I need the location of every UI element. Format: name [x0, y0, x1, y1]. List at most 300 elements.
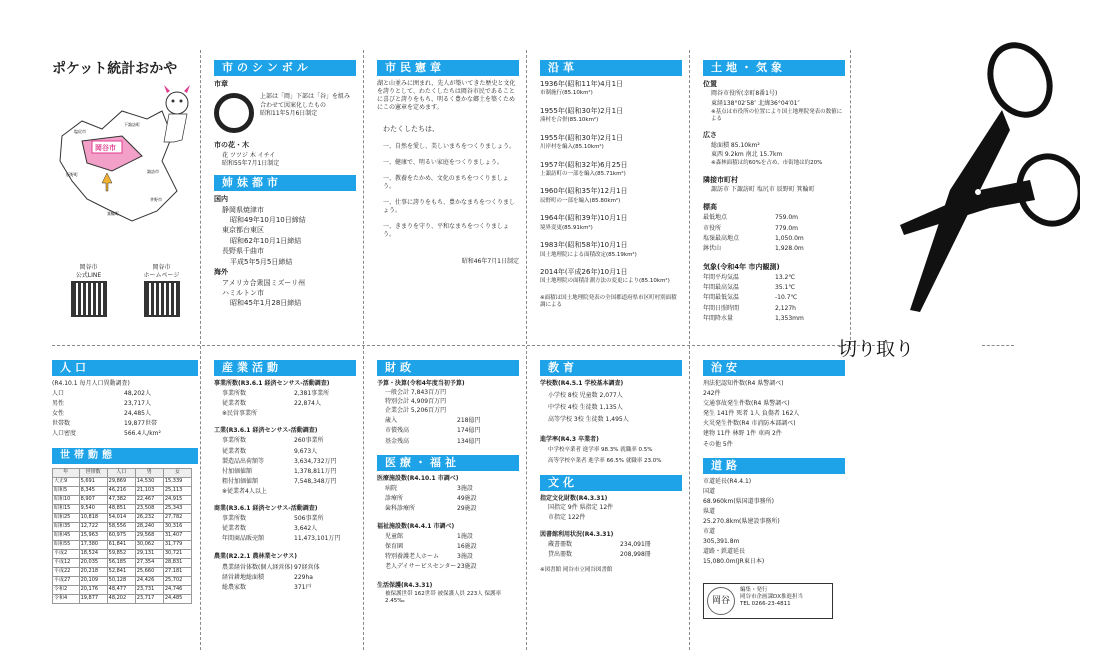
medical-row: [385, 543, 519, 551]
altitude-row-key: 塩嶺最高地点: [703, 234, 740, 242]
table-row: [53, 522, 192, 531]
history-text: 湊村を合併(85.10km²): [540, 117, 599, 124]
publisher-box: [703, 583, 833, 619]
finance-row-value: 218億円: [457, 417, 481, 425]
table-cell: 29,131: [135, 549, 163, 558]
industry-row-value: 3,642人: [294, 525, 318, 533]
table-cell: 30,316: [163, 522, 191, 531]
table-cell: 23,731: [135, 585, 163, 594]
table-cell: 平成2: [53, 549, 80, 558]
culture-line: 国指定 9件 県指定 12件: [548, 504, 614, 512]
scissors-icon: [890, 40, 1080, 330]
weather-row: [703, 284, 845, 292]
traffic-line: 25.270.8km(県建設事務所): [703, 518, 780, 526]
table-cell: 26,232: [135, 513, 163, 522]
table-cell: 17,380: [79, 540, 107, 549]
weather-row: [703, 294, 845, 302]
table-cell: 昭和25: [53, 513, 80, 522]
location-label: 位置: [703, 80, 717, 88]
history-date: 1955年(昭和30年)2月1日: [540, 133, 624, 142]
industry-section-title: 事業所数(R3.6.1 経済センサス-活動調査): [214, 380, 330, 387]
table-row: [53, 504, 192, 513]
area-line: 東西 9.2km 南北 15.7km: [711, 151, 783, 158]
history-item: [540, 241, 682, 259]
cut-line-end: [982, 345, 1014, 346]
industry-row-key: 従業者数: [222, 400, 247, 408]
table-cell: 31,779: [163, 540, 191, 549]
table-cell: 58,556: [107, 522, 135, 531]
industry-row-value: 371戸: [294, 583, 312, 591]
medical-row: [385, 485, 519, 493]
altitude-row-value: 1,050.0m: [775, 234, 804, 242]
table-cell: 9,540: [79, 504, 107, 513]
table-cell: 昭和35: [53, 522, 80, 531]
history-item: [540, 214, 682, 232]
industry-section-title: 農業(R2.2.1 農林業センサス): [214, 553, 298, 561]
finance-row: [385, 417, 519, 425]
altitude-row: [703, 214, 845, 222]
fold-line-3: [526, 50, 527, 650]
altitude-row-key: 鉢伏山: [703, 244, 722, 252]
table-cell: 23,508: [135, 504, 163, 513]
sister-line: 長野県千曲市: [222, 247, 264, 256]
medical-row: [385, 563, 519, 571]
history-text: 川岸村を編入(85.10km²): [540, 144, 604, 151]
finance-line: 特別会計 4,909百万円: [385, 398, 447, 406]
industry-row-value: 229ha: [294, 573, 313, 581]
table-header: 男: [135, 468, 163, 477]
symbol-heading: 市のシンボル: [214, 60, 356, 76]
population-row-value: 19,877世帯: [124, 420, 157, 428]
history-text: 国土地理院による面積改定(85.19km²): [540, 251, 637, 258]
table-header: 女: [163, 468, 191, 477]
medical-row-value: 23施設: [457, 563, 477, 571]
population-heading: 人口: [52, 360, 198, 376]
medical-row-value: 29施設: [457, 504, 477, 512]
table-cell: 30,062: [135, 540, 163, 549]
charter-date: 昭和46年7月1日制定: [461, 257, 519, 265]
medical-row: [385, 505, 519, 513]
map-place: 箕輪町: [107, 210, 119, 216]
population-row-value: 24,485人: [124, 410, 151, 418]
traffic-line: 道路・鉄道延長: [703, 548, 746, 556]
history-item: [540, 268, 682, 286]
location-line: ※基点は市役所の位置により国土地理院発表の数値による: [711, 108, 843, 123]
education-line: 高等学校 3校 生徒数 1,495人: [548, 416, 629, 424]
area-label: 広さ: [703, 131, 717, 140]
traffic-heading: 道路: [703, 458, 845, 474]
finance-line: 予算・決算(令和4年度当初予算): [377, 380, 465, 387]
sister-line: 静岡県焼津市: [222, 205, 264, 214]
table-cell: 52,841: [107, 567, 135, 576]
education-line: 小学校 8校 児童数 2,077人: [548, 392, 623, 400]
history-date: 1955年(昭和30年)2月1日: [540, 106, 624, 115]
population-table: [52, 468, 192, 604]
table-cell: 14,530: [135, 477, 163, 486]
cut-label: 切り取り: [838, 338, 915, 360]
table-cell: 20,109: [79, 576, 107, 585]
table-cell: 24,426: [135, 576, 163, 585]
table-row: [53, 513, 192, 522]
table-cell: 28,831: [163, 558, 191, 567]
culture-row-key: 蔵書冊数: [548, 540, 573, 548]
medical-row-value: 1施設: [457, 533, 473, 541]
charter-item: 一、自然を愛し、美しいまちをつくりましょう。: [383, 142, 516, 150]
safety-panel: [703, 360, 845, 660]
history-item: [540, 187, 682, 205]
history-list: [540, 80, 682, 286]
industry-row-key: 事業所数: [222, 390, 247, 398]
table-cell: 10,818: [79, 513, 107, 522]
finance-line: 一般会計 7,843百万円: [385, 389, 447, 397]
table-cell: 平成22: [53, 567, 80, 576]
weather-row-value: 2,127h: [775, 304, 796, 312]
medical-row-key: 歯科診療所: [385, 504, 416, 512]
table-header: 世帯数: [79, 468, 107, 477]
map-place: 下諏訪町: [124, 121, 140, 127]
industry-row-key: 農業経営体数(個人経営体): [222, 563, 293, 571]
city-emblem-icon: [214, 93, 254, 133]
table-row: [53, 558, 192, 567]
sister-line: 昭和49年10月10日締結: [230, 215, 306, 224]
medical-row-value: 3施設: [457, 484, 473, 492]
culture-row-key: 貸出冊数: [548, 550, 573, 558]
table-cell: 56,185: [107, 558, 135, 567]
finance-row-value: 134億円: [457, 437, 481, 445]
table-cell: 29,568: [135, 531, 163, 540]
table-row: [53, 486, 192, 495]
fold-line-horizontal: [52, 345, 850, 346]
medical-row-key: 老人デイサービスセンター: [385, 563, 457, 571]
industry-row: [222, 400, 356, 408]
history-text: 辰野町の一部を編入(85.80km²): [540, 197, 621, 204]
table-cell: 令和4: [53, 594, 80, 603]
altitude-row: [703, 225, 845, 233]
industry-row-key: 従業者数: [222, 525, 247, 533]
qr-homepage[interactable]: [144, 264, 180, 316]
charter-intro: 湖と山並みに囲まれ、先人が築いてきた歴史と文化を誇りとして、わたくしたちは岡谷市民であることに喜びと誇りをもち、明るく豊かな郷土を築くためにこの憲章を定めます。: [377, 80, 516, 112]
table-cell: 29,869: [107, 477, 135, 486]
table-cell: 15,339: [163, 477, 191, 486]
population-date: (R4.10.1 毎月人口異動調査): [52, 380, 130, 387]
table-row: [53, 576, 192, 585]
weather-row-key: 年間最低気温: [703, 294, 740, 302]
weather-row-key: 年間降水量: [703, 314, 734, 322]
culture-note: ※図書館 岡谷市立岡谷図書館: [540, 566, 613, 573]
weather-row: [703, 305, 845, 313]
table-cell: 24,746: [163, 585, 191, 594]
culture-row-value: 208,998冊: [620, 550, 651, 558]
symbol-panel: [214, 60, 356, 340]
flower-text: 花 ツツジ 木 イチイ 昭和55年7月1日制定: [222, 151, 280, 167]
cover-panel: [52, 60, 198, 340]
industry-row: [222, 448, 356, 456]
industry-row-value: 97経営体: [294, 563, 320, 571]
population-row-value: 48,202人: [124, 390, 151, 398]
charter-item: わたくしたちは、: [383, 125, 439, 134]
charter-item: 一、教養をたかめ、文化のまちをつくりましょう。: [383, 175, 509, 191]
land-heading: 土地・気象: [703, 60, 845, 76]
education-line: 中学校卒業者 進学率 98.3% 就職率 0.5%: [548, 447, 653, 454]
table-cell: 令和2: [53, 585, 80, 594]
industry-note: ※従業者4人以上: [222, 487, 267, 495]
medical-row: [385, 533, 519, 541]
table-cell: 20,035: [79, 558, 107, 567]
population-row: [52, 390, 198, 398]
table-cell: 31,407: [163, 531, 191, 540]
table-cell: 25,343: [163, 504, 191, 513]
population-row-value: 23,717人: [124, 400, 151, 408]
population-row: [52, 400, 198, 408]
sister-line: 昭和62年10月1日締結: [230, 236, 302, 245]
population-row: [52, 430, 198, 438]
history-text: 境界変更(85.91km²): [540, 224, 593, 231]
altitude-row-value: 779.0m: [775, 224, 799, 232]
industry-row-value: 3,634,732万円: [294, 457, 337, 465]
table-cell: 25,113: [163, 486, 191, 495]
altitude-row-key: 最低地点: [703, 214, 728, 222]
table-heading: 世帯動態: [52, 448, 198, 464]
safety-heading: 治安: [703, 360, 845, 376]
charter-panel: [377, 60, 519, 340]
table-row: [53, 531, 192, 540]
medical-row-value: 3施設: [457, 553, 473, 561]
industry-row: [222, 564, 356, 572]
safety-line: 刑法犯認知件数(R4 県警調べ): [703, 380, 784, 387]
education-section-title: 進学率(R4.3 卒業者): [540, 436, 599, 444]
altitude-label: 標高: [703, 203, 717, 212]
education-section-title: 学校数(R4.5.1 学校基本調査): [540, 380, 624, 387]
table-cell: 昭和55: [53, 540, 80, 549]
table-cell: 27,354: [135, 558, 163, 567]
table-row: [53, 549, 192, 558]
industry-note: ※民営事業所: [222, 410, 258, 418]
table-cell: 昭和5: [53, 486, 80, 495]
weather-label: 気象(令和4年 市内観測): [703, 262, 780, 271]
fold-line-1: [200, 50, 201, 650]
altitude-row-key: 市役所: [703, 224, 722, 232]
industry-row-value: 2,381事業所: [294, 390, 330, 398]
education-heading: 教育: [540, 360, 682, 376]
population-row: [52, 420, 198, 428]
history-item: [540, 107, 682, 125]
industry-row: [222, 390, 356, 398]
culture-section-title: 指定文化財数(R4.3.31): [540, 495, 608, 503]
industry-row: [222, 458, 356, 466]
table-cell: 20,218: [79, 567, 107, 576]
finance-row-key: 歳入: [385, 417, 398, 425]
history-panel: [540, 60, 682, 340]
qr-line-label: 岡谷市 公式LINE: [75, 264, 102, 280]
medical-section-title: 福祉施設数(R4.4.1 市調べ): [377, 523, 455, 531]
emblem-label: 市章: [214, 80, 228, 88]
education-line: 中学校 4校 生徒数 1,135人: [548, 404, 623, 412]
population-row: [52, 410, 198, 418]
finance-row-key: 基金残高: [385, 437, 410, 445]
table-row: [53, 540, 192, 549]
history-item: [540, 161, 682, 179]
population-rows: [52, 390, 198, 438]
table-cell: 47,382: [107, 495, 135, 504]
industry-row-key: 製造品出荷額等: [222, 457, 265, 465]
industry-row: [222, 535, 356, 543]
area-line: ※森林面積は約60%を占め、市街地は約20%: [711, 160, 823, 167]
population-row-key: 世帯数: [52, 420, 71, 428]
map-place: 諏訪市: [147, 168, 159, 174]
industry-row: [222, 525, 356, 533]
table-cell: 46,216: [107, 486, 135, 495]
area-line: 総面積 85.10km²: [711, 141, 760, 149]
table-cell: 61,841: [107, 540, 135, 549]
fold-line-2: [363, 50, 364, 650]
medical-row-key: 診療所: [385, 494, 404, 502]
table-cell: 昭和15: [53, 504, 80, 513]
fold-line-5: [850, 50, 851, 350]
altitude-rows: [703, 214, 845, 252]
weather-row-value: 1,353mm: [775, 314, 804, 322]
traffic-line: 305,391.8m: [703, 538, 740, 546]
history-date: 1983年(昭和58年)10月1日: [540, 241, 628, 250]
altitude-row: [703, 245, 845, 253]
table-cell: 27,782: [163, 513, 191, 522]
table-cell: 54,014: [107, 513, 135, 522]
industry-row: [222, 437, 356, 445]
industry-row-key: 付加価値額: [222, 467, 253, 475]
table-cell: 27,181: [163, 567, 191, 576]
industry-row: [222, 478, 356, 486]
culture-row-value: 234,091冊: [620, 540, 651, 548]
weather-row: [703, 315, 845, 323]
table-cell: 20,176: [79, 585, 107, 594]
safety-line: 建物 11件 林野 1件 車両 2件: [703, 430, 782, 438]
industry-row-key: 事業所数: [222, 437, 247, 445]
industry-row: [222, 574, 356, 582]
fold-line-4: [689, 50, 690, 650]
table-cell: 12,722: [79, 522, 107, 531]
history-heading: 沿革: [540, 60, 682, 76]
weather-row-value: -10.7℃: [775, 294, 798, 302]
education-line: 高等学校卒業者 進学率 66.5% 就職率 23.0%: [548, 457, 662, 464]
industry-row-value: 7,548,348万円: [294, 477, 337, 485]
safety-line: 火災発生件数(R4 市消防本部調べ): [703, 420, 796, 428]
table-cell: 23,717: [135, 594, 163, 603]
city-stamp-icon: 岡谷: [707, 587, 735, 615]
table-cell: 25,702: [163, 576, 191, 585]
table-cell: 28,240: [135, 522, 163, 531]
medical-section-title: 医療施設数(R4.10.1 市調べ): [377, 474, 459, 482]
qr-code-icon: [144, 281, 180, 317]
industry-row-value: 9,673人: [294, 447, 318, 455]
weather-rows: [703, 274, 845, 322]
history-text: 上諏訪町の一部を編入(85.71km²): [540, 171, 626, 178]
population-row-key: 男性: [52, 400, 65, 408]
history-date: 1964年(昭和39年)10月1日: [540, 214, 628, 223]
table-cell: 19,877: [79, 594, 107, 603]
history-text: 国土地理院の面積計測方法の変更により(85.10km²): [540, 278, 670, 285]
weather-row-value: 35.1℃: [775, 284, 796, 292]
sister-heading: 姉妹都市: [214, 175, 356, 191]
history-text: 市制施行(85.10km²): [540, 90, 593, 97]
medical-section-title: 生活保護(R4.3.31): [377, 581, 433, 589]
sister-line: 東京都台東区: [222, 226, 264, 235]
population-row-value: 566.4人/km²: [124, 430, 161, 438]
flower-label: 市の花・木: [214, 141, 249, 150]
cover-title: ポケット統計おかや: [52, 61, 178, 77]
table-row: [53, 594, 192, 603]
safety-line: 交通事故発生件数(R4 県警調べ): [703, 400, 790, 408]
traffic-line: 市道: [703, 528, 716, 536]
location-line: 東経138°02′58″ 北緯36°04′01″: [711, 99, 800, 107]
medical-row-value: 49施設: [457, 494, 477, 502]
finance-row-key: 市債残高: [385, 427, 410, 435]
weather-row-key: 年間最高気温: [703, 284, 740, 292]
table-cell: 8,907: [79, 495, 107, 504]
land-panel: [703, 60, 845, 340]
medical-row-value: 16施設: [457, 543, 477, 551]
industry-section-title: 商業(R3.6.1 経済センサス-活動調査): [214, 505, 318, 513]
safety-line: 発生 141件 死者 1人 負傷者 162人: [703, 410, 800, 418]
table-cell: 48,851: [107, 504, 135, 513]
industry-row-value: 11,473,101万円: [294, 535, 341, 543]
table-cell: 8,345: [79, 486, 107, 495]
traffic-line: 市道延長(R4.4.1): [703, 477, 752, 485]
emblem-text: 上部は「岡」下部は「谷」を組み合わせて図案化したもの 昭和11年5月6日制定: [260, 93, 351, 117]
table-cell: 50,128: [107, 576, 135, 585]
altitude-row: [703, 235, 845, 243]
table-cell: 60,975: [107, 531, 135, 540]
industry-section-title: 工業(R3.6.1 経済センサス-活動調査): [214, 427, 318, 435]
history-date: 1960年(昭和35年)12月1日: [540, 187, 628, 196]
medical-text: 被保護世帯 162世帯 被保護人員 223人 保護率 2.45‰: [385, 590, 501, 605]
table-cell: 22,467: [135, 495, 163, 504]
medical-row-key: 児童館: [385, 533, 404, 541]
adjacent-text: 諏訪市 下諏訪町 塩尻市 辰野町 箕輪町: [711, 185, 815, 193]
industry-row-key: 粗付加価値額: [222, 477, 259, 485]
table-cell: 48,202: [107, 594, 135, 603]
table-row: [53, 477, 192, 486]
location-line: 岡谷市役所(幸町8番1号): [711, 90, 778, 98]
table-row: [53, 567, 192, 576]
finance-row-value: 174億円: [457, 427, 481, 435]
table-header: 年: [53, 468, 80, 477]
traffic-line: 68.960km(県国道事務所): [703, 497, 774, 505]
qr-line[interactable]: [71, 264, 107, 316]
finance-line: 企業会計 5,206百万円: [385, 407, 447, 415]
publisher-text: 編集・発行 岡谷市企画課DX推進担当 TEL 0266-23-4811: [740, 586, 804, 608]
table-cell: 5,691: [79, 477, 107, 486]
industry-row-value: 1,378,811万円: [294, 467, 337, 475]
weather-row-value: 13.2℃: [775, 274, 796, 282]
qr-homepage-label: 岡谷市 ホームページ: [143, 264, 180, 280]
population-row-key: 女性: [52, 410, 65, 418]
city-map: [52, 81, 198, 231]
sister-line: 平成5年5月5日締結: [230, 257, 293, 266]
industry-row-key: 年間商品販売額: [222, 535, 265, 543]
industry-panel: [214, 360, 356, 660]
culture-heading: 文化: [540, 475, 682, 491]
table-cell: 24,915: [163, 495, 191, 504]
charter-item: 一、健康で、明るい家庭をつくりましょう。: [383, 158, 503, 166]
sister-line: 昭和45年1月28日締結: [230, 299, 302, 308]
finance-row: [385, 427, 519, 435]
table-cell: 25,660: [135, 567, 163, 576]
industry-row-value: 22,874人: [294, 400, 321, 408]
medical-row: [385, 553, 519, 561]
traffic-line: 国道: [703, 487, 716, 495]
industry-row: [222, 515, 356, 523]
map-place: 辰野町: [66, 171, 78, 177]
medical-row-key: 特別養護老人ホーム: [385, 553, 440, 561]
